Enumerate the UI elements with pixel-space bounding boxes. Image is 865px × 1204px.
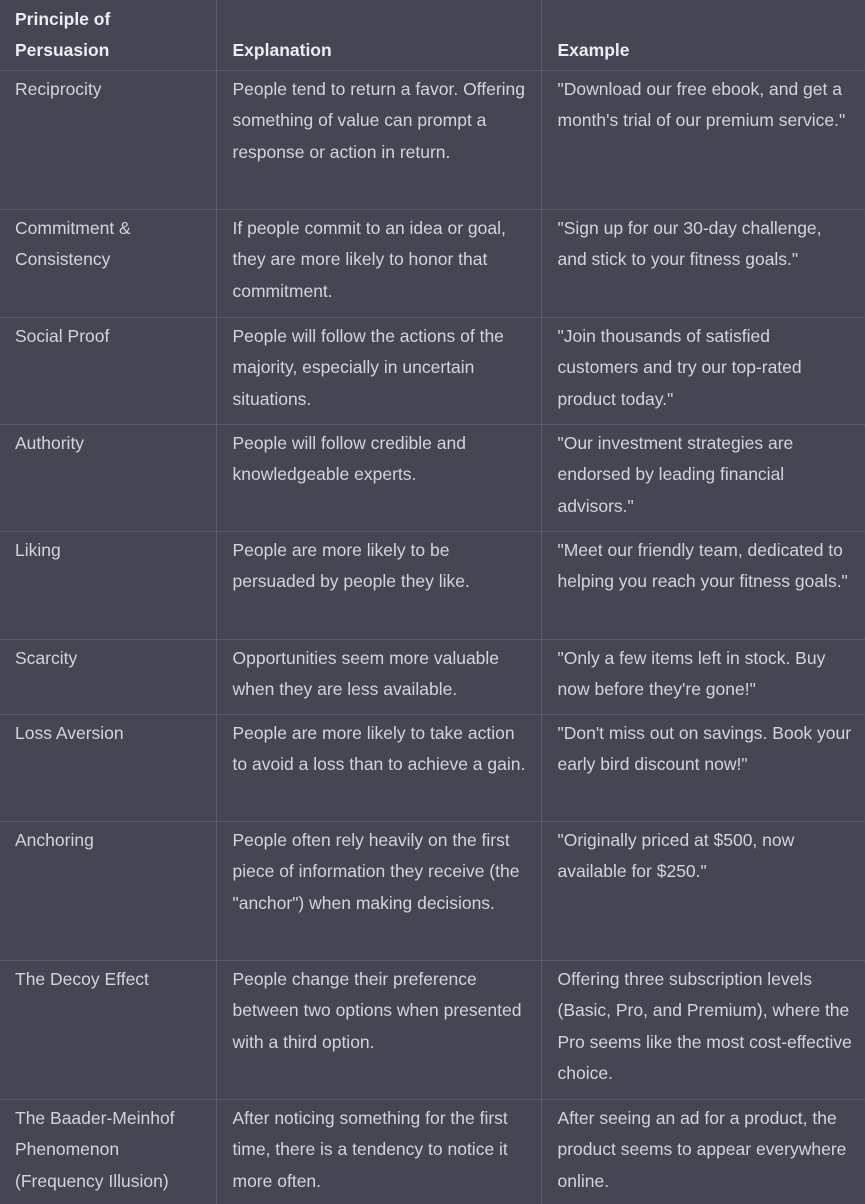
header-principle: Principle of Persuasion: [0, 0, 216, 70]
explanation-cell: People are more likely to take action to avoid a loss than to achieve a gain.: [216, 714, 541, 821]
table-row: [0, 639, 865, 714]
explanation-cell: People are more likely to be persuaded by people they like.: [216, 531, 541, 639]
explanation-cell: If people commit to an idea or goal, they are more likely to honor that commitment.: [216, 209, 541, 317]
explanation-cell: People will follow the actions of the majority, especially in uncertain situations.: [216, 317, 541, 424]
table-row: [0, 960, 865, 1099]
principle-cell: Commitment & Consistency: [0, 209, 216, 317]
principle-cell: Reciprocity: [0, 70, 216, 209]
explanation-cell: People tend to return a favor. Offering something of value can prompt a response or action in return.: [216, 70, 541, 209]
principle-cell: Social Proof: [0, 317, 216, 424]
example-cell: "Meet our friendly team, dedicated to helping you reach your fitness goals.": [541, 531, 865, 639]
header-explanation: Explanation: [216, 0, 541, 70]
table-row: [0, 821, 865, 960]
explanation-cell: After noticing something for the first time, there is a tendency to notice it more often.: [216, 1099, 541, 1204]
explanation-cell: Opportunities seem more valuable when they are less available.: [216, 639, 541, 714]
example-cell: After seeing an ad for a product, the product seems to appear everywhere online.: [557, 1107, 847, 1191]
principle-cell: Liking: [0, 531, 216, 639]
example-cell: "Only a few items left in stock. Buy now before they're gone!": [541, 639, 865, 714]
principle-cell: Authority: [0, 424, 216, 531]
table-row: [0, 424, 865, 531]
table-row: [0, 1099, 865, 1204]
principle-cell: The Baader-Meinhof Phenomenon (Frequency Illusion): [0, 1099, 216, 1204]
example-cell: Offering three subscription levels (Basic, Pro, and Premium), where the Pro seems like the most cost-effective choice.: [541, 960, 865, 1099]
table-row: [0, 317, 865, 424]
table-row: [0, 531, 865, 639]
explanation-cell: People change their preference between two options when presented with a third option.: [216, 960, 541, 1099]
table-row: [0, 70, 865, 209]
explanation-cell: People will follow credible and knowledgeable experts.: [216, 424, 541, 531]
example-cell: "Download our free ebook, and get a month's trial of our premium service.": [541, 70, 865, 209]
principle-cell: Anchoring: [0, 821, 216, 960]
principle-cell: The Decoy Effect: [0, 960, 216, 1099]
principle-cell: Loss Aversion: [0, 714, 216, 821]
table-row: [0, 714, 865, 821]
table-row: [0, 209, 865, 317]
principle-cell: Scarcity: [0, 639, 216, 714]
header-example: Example: [541, 0, 865, 70]
example-cell: "Originally priced at $500, now available for $250.": [541, 821, 865, 960]
example-cell: "Don't miss out on savings. Book your early bird discount now!": [541, 714, 865, 821]
explanation-cell: People often rely heavily on the first piece of information they receive (the "anchor") when making decisions.: [216, 821, 541, 960]
example-cell: "Our investment strategies are endorsed by leading financial advisors.": [541, 424, 865, 531]
example-cell: "Join thousands of satisfied customers and try our top-rated product today.": [541, 317, 865, 424]
table-header-row: [0, 0, 865, 70]
example-cell: "Sign up for our 30-day challenge, and stick to your fitness goals.": [541, 209, 865, 317]
